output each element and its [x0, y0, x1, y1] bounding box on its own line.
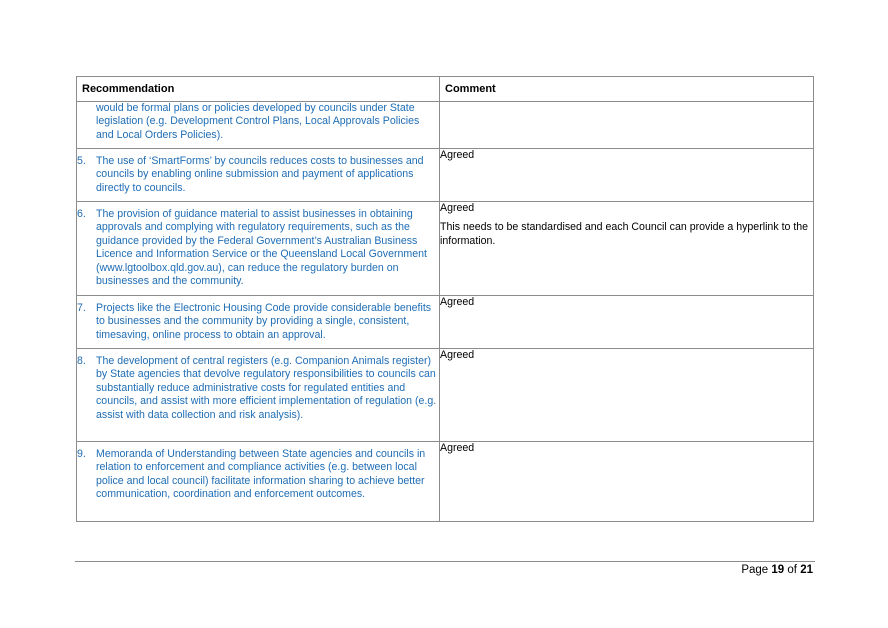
- comment-note: This needs to be standardised and each Council can provide a hyperlink to the information.: [440, 221, 809, 247]
- table-header-row: [77, 77, 814, 102]
- recommendation-text: Projects like the Electronic Housing Code provide considerable benefits to businesses and the community by providing a single, consistent, timesaving, online process to obtain an approval.: [96, 302, 432, 341]
- page-total: 21: [800, 564, 813, 576]
- recommendation-number: 9.: [77, 448, 86, 460]
- page-number: [741, 564, 813, 576]
- comment-text: Agreed: [440, 202, 475, 214]
- recommendation-cell: [77, 202, 440, 296]
- table-row: [77, 442, 814, 522]
- footer-divider: [75, 561, 815, 562]
- recommendation-number: 8.: [77, 355, 86, 367]
- recommendation-text: The development of central registers (e.g. Companion Animals register) by State agencies that devolve regulatory responsibilities to councils can substantially reduce administrative costs for regulated entities and councils, and assist with more efficient implementation of regulation (e.g. assist with data collection and risk analysis).: [96, 355, 437, 421]
- comment-cell: [440, 149, 814, 202]
- table-row: [77, 149, 814, 202]
- comment-text: Agreed: [440, 349, 475, 361]
- recommendation-text: Memoranda of Understanding between State agencies and councils in relation to enforcement and compliance activities (e.g. between local police and local council) facilitate information sharing to achieve better communication, coordination and enforcement outcomes.: [96, 448, 426, 501]
- table-row: [77, 296, 814, 349]
- comment-text: Agreed: [440, 442, 475, 454]
- table-row: [77, 349, 814, 442]
- comment-text: Agreed: [440, 296, 475, 308]
- comment-text: Agreed: [440, 149, 475, 161]
- recommendation-number: 7.: [77, 302, 86, 314]
- recommendation-text: The use of ‘SmartForms’ by councils reduces costs to businesses and councils by enabling online submission and payment of applications directly to councils.: [96, 155, 424, 194]
- recommendation-number: 6.: [77, 208, 86, 220]
- recommendation-cell: [77, 349, 440, 442]
- header-comment: Comment: [440, 77, 814, 102]
- recommendation-text: would be formal plans or policies developed by councils under State legislation (e.g. Development Control Plans, Local Approvals Policies and Local Orders Policies).: [96, 102, 420, 141]
- recommendation-cell: [77, 296, 440, 349]
- page-label: Page: [741, 564, 769, 576]
- comment-cell: [440, 349, 814, 442]
- header-recommendation: Recommendation: [77, 77, 440, 102]
- recommendation-text: The provision of guidance material to assist businesses in obtaining approvals and complying with regulatory requirements, such as the guidance provided by the Federal Government’s Australian Business Licence and Information Service or the Queensland Local Government (www.lgtoolbox.qld.gov.au), can reduce the regulatory burden on businesses and the community.: [96, 208, 427, 288]
- recommendation-number: 5.: [77, 155, 86, 167]
- comment-cell: [440, 442, 814, 522]
- comment-cell: [440, 296, 814, 349]
- page-current: 19: [771, 564, 785, 576]
- table-row-continuation: [77, 102, 814, 149]
- recommendations-table: [76, 76, 814, 522]
- comment-cell: [440, 202, 814, 296]
- recommendation-cell: [77, 442, 440, 522]
- recommendation-cell: [77, 149, 440, 202]
- page-of: of: [787, 564, 797, 576]
- comment-cell: [440, 102, 814, 149]
- recommendation-cell: [77, 102, 440, 149]
- table-row: [77, 202, 814, 296]
